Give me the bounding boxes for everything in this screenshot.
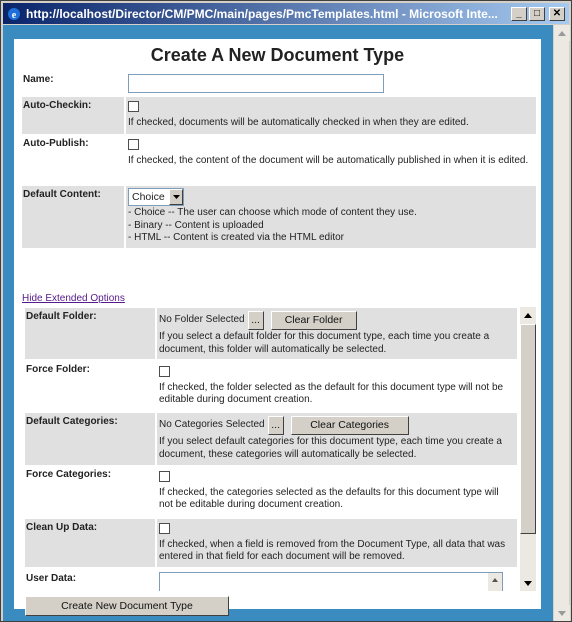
auto-checkin-row bbox=[22, 97, 536, 134]
auto-checkin-checkbox[interactable] bbox=[128, 101, 139, 112]
force-categories-checkbox[interactable] bbox=[159, 471, 170, 482]
auto-checkin-help: If checked, documents will be automatically checked in when they are edited. bbox=[128, 116, 469, 128]
scroll-down-icon[interactable] bbox=[554, 605, 570, 621]
default-categories-row bbox=[25, 413, 517, 465]
force-categories-row bbox=[25, 466, 517, 516]
force-categories-label: Force Categories: bbox=[26, 469, 112, 480]
maximize-button[interactable]: □ bbox=[529, 7, 545, 21]
svg-text:e: e bbox=[11, 9, 17, 21]
close-button[interactable]: ✕ bbox=[549, 7, 565, 21]
name-label: Name: bbox=[23, 74, 54, 85]
scroll-up-icon[interactable] bbox=[554, 25, 570, 41]
user-data-row bbox=[25, 570, 517, 591]
force-folder-checkbox[interactable] bbox=[159, 366, 170, 377]
user-data-textarea[interactable] bbox=[159, 572, 503, 591]
scroll-down-icon[interactable] bbox=[520, 575, 536, 591]
force-folder-label: Force Folder: bbox=[26, 364, 90, 375]
auto-publish-label: Auto-Publish: bbox=[23, 138, 89, 149]
dropdown-arrow-icon[interactable] bbox=[169, 189, 183, 205]
scroll-up-icon[interactable] bbox=[520, 307, 536, 323]
clean-up-data-checkbox[interactable] bbox=[159, 523, 170, 534]
window-scrollbar[interactable] bbox=[553, 25, 569, 621]
auto-publish-row bbox=[22, 135, 536, 183]
default-folder-row bbox=[25, 308, 517, 359]
default-content-help-choice: - Choice -- The user can choose which mode of content they use. bbox=[128, 207, 417, 218]
default-content-help-binary: - Binary -- Content is uploaded bbox=[128, 219, 264, 231]
default-content-label: Default Content: bbox=[22, 186, 124, 248]
extended-options-panel bbox=[22, 307, 536, 591]
scroll-up-icon bbox=[488, 575, 502, 585]
ie-icon bbox=[6, 6, 22, 22]
window-title: http://localhost/Director/CM/PMC/main/pages/PmcTemplates.html - Microsoft Inte... bbox=[26, 6, 498, 21]
client-area bbox=[3, 25, 569, 621]
force-categories-help: If checked, the categories selected as the defaults for this document type will not be editable during document creation. bbox=[159, 486, 499, 511]
hide-extended-options-link[interactable]: Hide Extended Options bbox=[22, 293, 125, 304]
auto-publish-checkbox[interactable] bbox=[128, 139, 139, 150]
default-categories-label: Default Categories: bbox=[25, 413, 155, 465]
create-document-type-button[interactable]: Create New Document Type bbox=[25, 596, 229, 616]
force-folder-row bbox=[25, 361, 517, 409]
name-row bbox=[22, 71, 536, 93]
default-categories-value: No Categories Selected bbox=[159, 419, 265, 431]
default-content-value: Choice bbox=[132, 190, 165, 203]
textarea-scrollbar[interactable] bbox=[488, 573, 502, 591]
page-title: Create A New Document Type bbox=[150, 45, 405, 65]
default-categories-help: If you select default categories for this document type, each time you create a document, these categories will automatically be selected. bbox=[159, 436, 502, 460]
browse-categories-button[interactable]: ... bbox=[268, 416, 284, 435]
minimize-button[interactable]: _ bbox=[511, 7, 527, 21]
auto-publish-help: If checked, the content of the document will be automatically published in when it is edited. bbox=[128, 154, 529, 166]
force-folder-help: If checked, the folder selected as the default for this document type will not be editable during document creation. bbox=[159, 381, 504, 406]
scroll-thumb[interactable] bbox=[520, 324, 536, 534]
clean-up-data-label: Clean Up Data: bbox=[25, 519, 155, 567]
default-folder-value: No Folder Selected bbox=[159, 314, 245, 326]
default-folder-help: If you select a default folder for this document type, each time you create a document, this folder will automatically be selected. bbox=[159, 331, 490, 355]
clear-categories-button[interactable]: Clear Categories bbox=[291, 416, 409, 435]
clean-up-data-row bbox=[25, 519, 517, 567]
default-content-row bbox=[22, 186, 536, 248]
clean-up-data-help: If checked, when a field is removed from the Document Type, all data that was entered in that field for each document will be removed. bbox=[159, 538, 506, 563]
title-bar[interactable] bbox=[3, 3, 569, 24]
default-folder-label: Default Folder: bbox=[25, 308, 155, 359]
browse-folder-button[interactable]: ... bbox=[248, 311, 264, 330]
auto-checkin-label: Auto-Checkin: bbox=[22, 97, 124, 134]
default-content-help-html: - HTML -- Content is created via the HTML editor bbox=[128, 232, 344, 243]
dialog-page bbox=[14, 39, 541, 612]
clear-folder-button[interactable]: Clear Folder bbox=[271, 311, 357, 330]
default-content-select[interactable] bbox=[128, 188, 184, 206]
extended-options-scrollbar[interactable] bbox=[520, 307, 536, 591]
user-data-label: User Data: bbox=[26, 573, 77, 584]
name-input[interactable] bbox=[128, 74, 384, 93]
